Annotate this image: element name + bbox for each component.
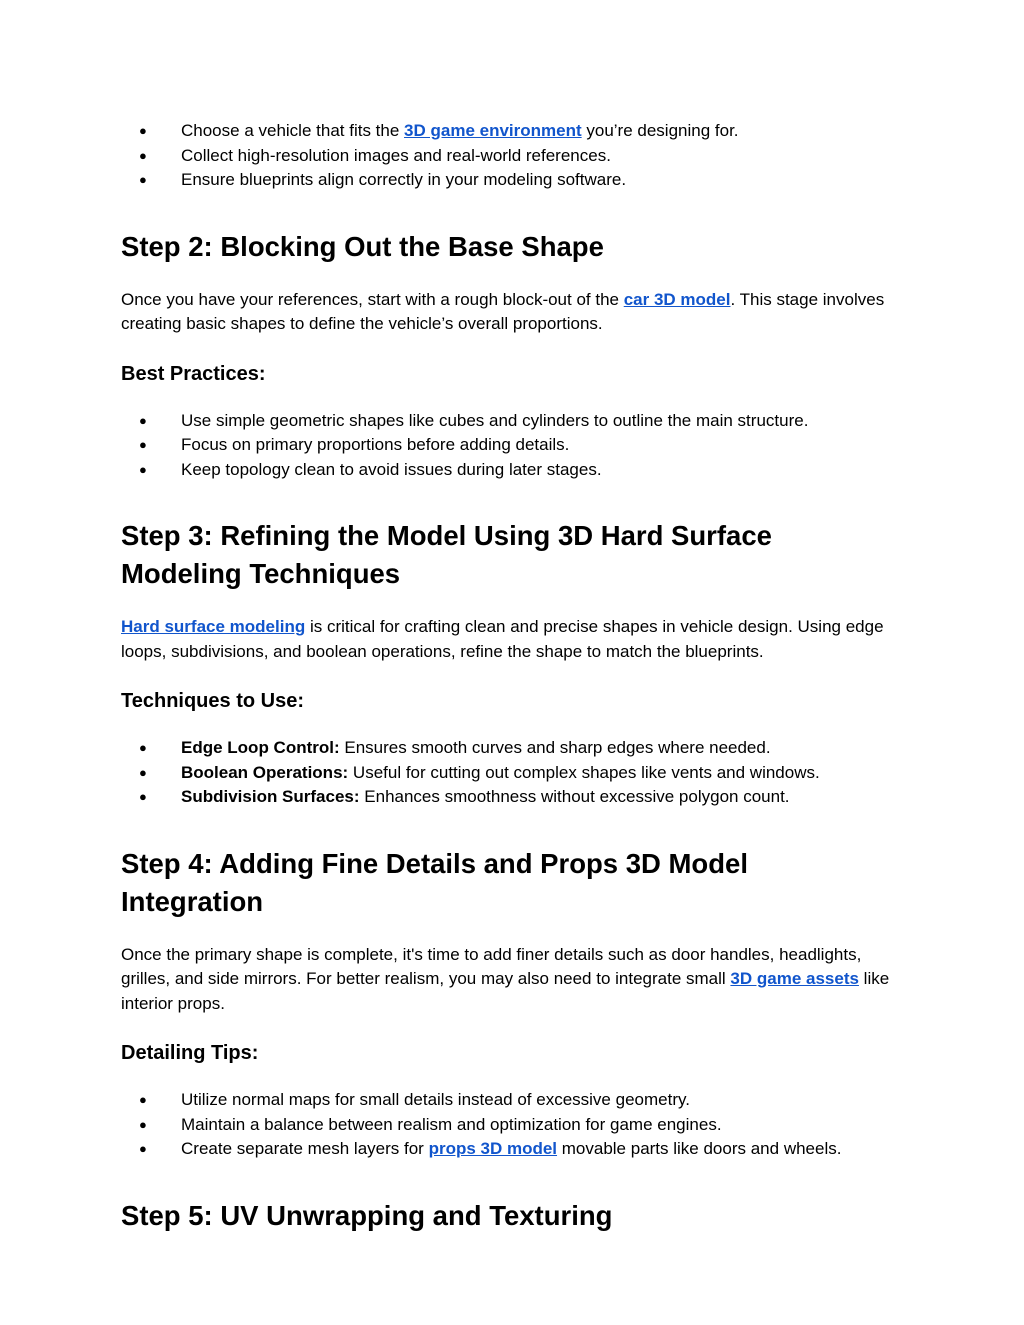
step4-list	[121, 1088, 911, 1162]
intro-list	[121, 119, 911, 193]
step2-subheading: Best Practices:	[121, 362, 266, 385]
link-3d-game-environment[interactable]: 3D game environment	[404, 121, 582, 140]
list-item: ● Use simple geometric shapes like cubes and cylinders to outline the main structure.	[121, 409, 911, 434]
document-page	[121, 119, 911, 1235]
step4-paragraph: Once the primary shape is complete, it's time to add finer details such as door handles, headlights, grilles, and side mirrors. For better realism, you may also need to integrate small 3D game assets like interior props.	[121, 944, 890, 1013]
list-item: ● Collect high-resolution images and real-world references.	[121, 144, 911, 169]
list-item: ● Choose a vehicle that fits the 3D game environment you’re designing for.	[121, 119, 911, 144]
bullet-icon: ●	[139, 172, 147, 187]
list-item: ● Ensure blueprints align correctly in your modeling software.	[121, 168, 911, 193]
step4-subheading: Detailing Tips:	[121, 1042, 259, 1064]
list-item: ● Focus on primary proportions before adding details.	[121, 433, 911, 458]
step4-heading: Step 4: Adding Fine Details and Props 3D Model Integration	[121, 847, 748, 917]
step2-list	[121, 409, 911, 483]
list-item: ● Subdivision Surfaces: Enhances smoothness without excessive polygon count.	[121, 785, 911, 810]
step3-heading: Step 3: Refining the Model Using 3D Hard Surface Modeling Techniques	[121, 520, 772, 589]
bullet-icon: ●	[139, 461, 147, 477]
step3-subheading: Techniques to Use:	[121, 690, 304, 712]
list-item: ● Edge Loop Control: Ensures smooth curves and sharp edges where needed.	[121, 736, 911, 761]
step3-paragraph: Hard surface modeling is critical for crafting clean and precise shapes in vehicle design. Using edge loops, subdivisions, and boolean operations, refine the shape to match the blueprints.	[121, 617, 884, 661]
step2-heading: Step 2: Blocking Out the Base Shape	[121, 230, 604, 262]
bullet-icon: ●	[139, 764, 147, 780]
bullet-icon: ●	[139, 147, 147, 163]
bullet-icon: ●	[139, 740, 147, 755]
list-item: ● Boolean Operations: Useful for cutting out complex shapes like vents and windows.	[121, 761, 911, 786]
link-car-3d-model[interactable]: car 3D model	[623, 289, 731, 309]
link-hard-surface-modeling[interactable]: Hard surface modeling	[121, 617, 306, 636]
bullet-icon: ●	[139, 437, 147, 452]
link-3d-game-assets[interactable]: 3D game assets	[730, 969, 859, 988]
bullet-icon: ●	[139, 789, 147, 804]
list-item: ● Maintain a balance between realism and optimization for game engines.	[121, 1113, 911, 1138]
step3-list	[121, 736, 911, 810]
step5-heading: Step 5: UV Unwrapping and Texturing	[121, 1199, 613, 1231]
list-item: ● Utilize normal maps for small details instead of excessive geometry.	[121, 1088, 911, 1113]
step2-paragraph: Once you have your references, start with a rough block-out of the car 3D model. This stage involves creating basic shapes to define the vehicle’s overall proportions.	[121, 289, 885, 333]
list-item: ● Create separate mesh layers for props 3D model movable parts like doors and wheels.	[121, 1137, 911, 1162]
bullet-icon: ●	[139, 412, 147, 428]
bullet-icon: ●	[139, 1092, 147, 1107]
list-item: ● Keep topology clean to avoid issues during later stages.	[121, 458, 911, 483]
bullet-icon: ●	[139, 1116, 147, 1132]
bullet-icon: ●	[139, 123, 147, 138]
bullet-icon: ●	[139, 1141, 147, 1156]
link-props-3d-model[interactable]: props 3D model	[428, 1139, 558, 1158]
